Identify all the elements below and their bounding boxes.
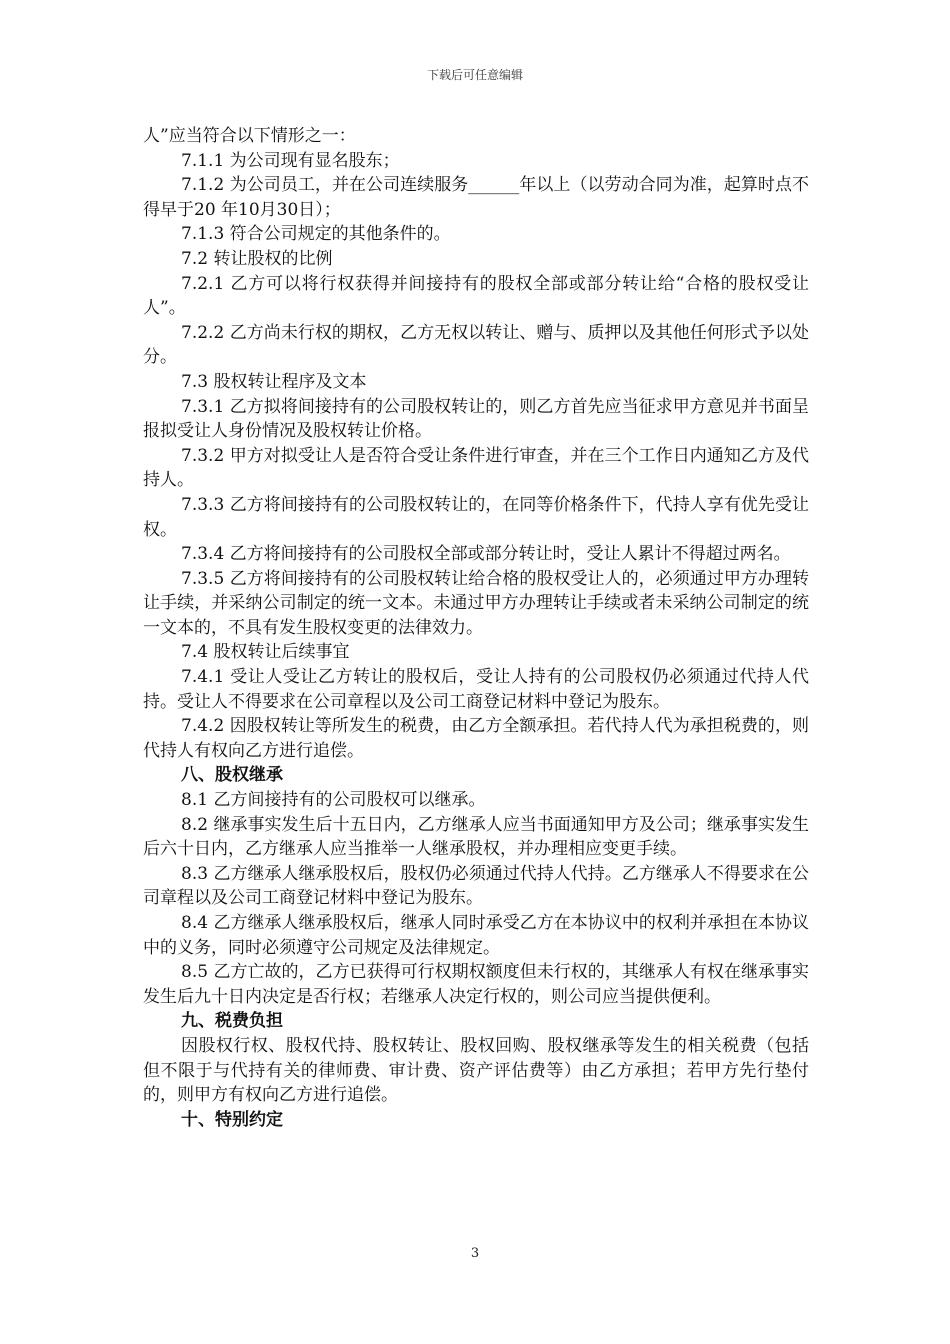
clause-8-2: 8.2 继承事实发生后十五日内，乙方继承人应当书面通知甲方及公司；继承事实发生后六十日内，乙方继承人应当推举一人继承股权，并办理相应变更手续。 xyxy=(143,814,809,860)
clause-7-1-1: 7.1.1 为公司现有显名股东； xyxy=(181,150,400,171)
clause-7-1-2: 7.1.2 为公司员工，并在公司连续服务______年以上（以劳动合同为准，起算时点不得早于20 年10月30日）； xyxy=(143,175,809,220)
section-heading-9: 九、税费负担 xyxy=(181,1011,283,1032)
clause-7-3-4: 7.3.4 乙方将间接持有的公司股权全部或部分转让时，受让人累计不得超过两名。 xyxy=(181,544,791,565)
clause-7-4-1: 7.4.1 受让人受让乙方转让的股权后，受让人持有的公司股权仍必须通过代持人代持。受让人不得要求在公司章程以及公司工商登记材料中登记为股东。 xyxy=(143,667,809,712)
paragraph: 人”应当符合以下情形之一： xyxy=(143,126,356,146)
clause-7-2-2: 7.2.2 乙方尚未行权的期权，乙方无权以转让、赠与、质押以及其他任何形式予以处分。 xyxy=(143,322,809,368)
clause-7-3-1: 7.3.1 乙方拟将间接持有的公司股权转让的，则乙方首先应当征求甲方意见并书面呈报拟受让人身份情况及股权转让价格。 xyxy=(143,396,809,442)
tax-paragraph: 因股权行权、股权代持、股权转让、股权回购、股权继承等发生的相关税费（包括但不限于与代持有关的律师费、审计费、资产评估费等）由乙方承担；若甲方先行垫付的，则甲方有权向乙方进行追偿。 xyxy=(143,1035,809,1106)
page-number: 3 xyxy=(470,1246,480,1261)
clause-8-3: 8.3 乙方继承人继承股权后，股权仍必须通过代持人代持。乙方继承人不得要求在公司章程以及公司工商登记材料中登记为股东。 xyxy=(143,863,809,909)
section-heading-8: 八、股权继承 xyxy=(181,765,283,786)
clause-7-2-1: 7.2.1 乙方可以将行权获得并间接持有的股权全部或部分转让给“合格的股权受让人”。 xyxy=(143,273,809,319)
clause-8-4: 8.4 乙方继承人继承股权后，继承人同时承受乙方在本协议中的权利并承担在本协议中的义务，同时必须遵守公司规定及法律规定。 xyxy=(143,913,809,958)
page-header: 下载后可任意编辑 xyxy=(426,68,523,82)
clause-8-1: 8.1 乙方间接持有的公司股权可以继承。 xyxy=(181,790,486,811)
clause-7-1-3: 7.1.3 符合公司规定的其他条件的。 xyxy=(181,224,451,245)
clause-7-4: 7.4 股权转让后续事宜 xyxy=(181,642,350,663)
document-body xyxy=(143,124,809,1132)
clause-7-4-2: 7.4.2 因股权转让等所发生的税费，由乙方全额承担。若代持人代为承担税费的，则代持人有权向乙方进行追偿。 xyxy=(143,716,809,761)
clause-7-3-2: 7.3.2 甲方对拟受让人是否符合受让条件进行审查，并在三个工作日内通知乙方及代持人。 xyxy=(143,445,809,491)
clause-7-3-3: 7.3.3 乙方将间接持有的公司股权转让的，在同等价格条件下，代持人享有优先受让权。 xyxy=(143,494,809,540)
clause-7-3: 7.3 股权转让程序及文本 xyxy=(181,371,367,392)
clause-7-2: 7.2 转让股权的比例 xyxy=(181,248,333,269)
section-heading-10: 十、特别约定 xyxy=(181,1109,283,1130)
clause-8-5: 8.5 乙方亡故的，乙方已获得可行权期权额度但未行权的，其继承人有权在继承事实发生后九十日内决定是否行权；若继承人决定行权的，则公司应当提供便利。 xyxy=(143,962,809,1007)
clause-7-3-5: 7.3.5 乙方将间接持有的公司股权转让给合格的股权受让人的，必须通过甲方办理转让手续，并采纳公司制定的统一文本。未通过甲方办理转让手续或者未采纳公司制定的统一文本的，不具有发生股权变更的法律效力。 xyxy=(143,568,809,638)
